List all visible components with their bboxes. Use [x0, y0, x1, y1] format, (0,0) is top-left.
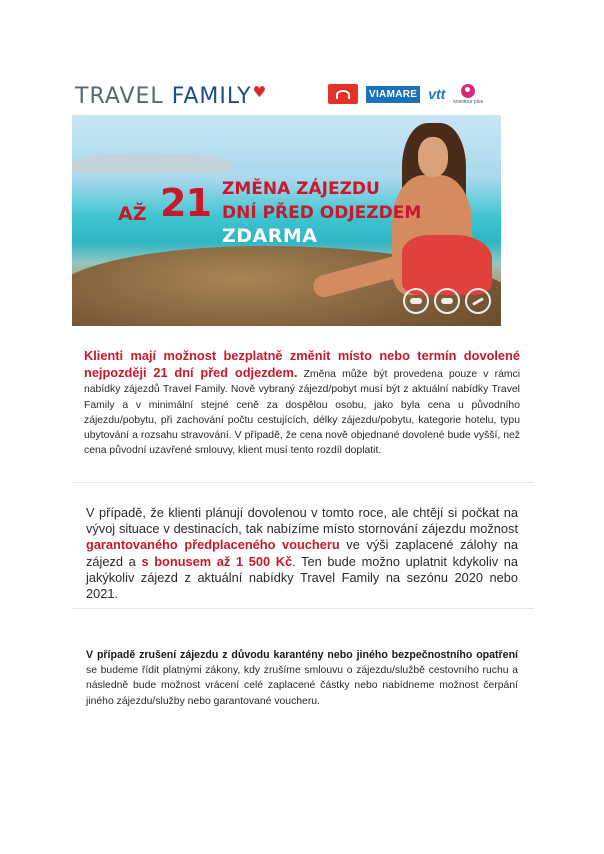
partner-logos: [328, 83, 483, 105]
travel-family-logo: [75, 84, 267, 109]
offer-line-1: ZMĚNA ZÁJEZDU: [222, 179, 380, 199]
voucher-text-2: ve výši zaplacené zálohy na zájezd a: [86, 537, 518, 569]
voucher-highlight: garantovaného předplaceného voucheru: [86, 537, 340, 553]
woman-photo: [418, 137, 448, 177]
section-voucher: [86, 505, 518, 602]
transport-icons: [403, 288, 491, 314]
divider: [72, 482, 534, 483]
plane-icon: [465, 288, 491, 314]
section-quarantine: [86, 648, 518, 709]
offer-prefix: AŽ: [118, 203, 147, 225]
offer-number: 21: [160, 181, 211, 225]
logo-word-family: FAMILY: [171, 84, 252, 109]
free-change-body: Změna může být provedena pouze v rámci nabídky zájezdů Travel Family. Nově vybraný zájezd/pobyt musí být z aktuální nabídky Travel Family a v minimální stejné ceně za dospělou osobu, jako byla cena u původního zájezdu/pobytu, při zachování počtu cestujících, délky zájezdu/pobytu, kategorie hotelu, typu ubytování a rozsahu stravování. V případě, že cena nově objednané dovolené bude vyšší, než cena původní uzavřené smlouvy, klient musí tento rozdíl doplatit.: [84, 369, 521, 457]
kovotour-icon: [461, 84, 475, 98]
quarantine-body: se budeme řídit platnými zákony, kdy zrušíme smlouvu o zájezdu/službě cestovního ruchu a následně bude možnost vrácení celé zaplacené částky nebo nabídneme možnost čerpání jiného zájezdu/služby nebo garantované voucheru.: [86, 665, 518, 707]
free-change-lead: Klienti mají možnost bezplatně změnit místo nebo termín dovolené nejpozději 21 dní před odjezdem.: [84, 348, 520, 381]
quarantine-lead: V případě zrušení zájezdu z důvodu karantény nebo jiného bezpečnostního opatření: [86, 649, 518, 661]
logo-word-travel: TRAVEL: [75, 84, 164, 109]
bonus-highlight: s bonusem až 1 500 Kč: [141, 553, 293, 569]
divider: [72, 608, 534, 609]
heart-icon: ♥: [252, 83, 268, 101]
viamare-logo: VIAMARE: [366, 86, 420, 103]
kovotour-label: kovotour plus: [453, 98, 484, 105]
bus-icon: [403, 288, 429, 314]
kovotour-logo: [453, 84, 483, 105]
offer-line-3: ZDARMA: [222, 225, 318, 247]
car-icon: [434, 288, 460, 314]
offer-line-2: DNÍ PŘED ODJEZDEM: [222, 203, 422, 223]
vtt-logo: vtt: [428, 86, 446, 102]
ckfischer-logo-icon: [328, 84, 358, 104]
voucher-text-1: V případě, že klienti plánují dovolenou v tomto roce, ale chtějí si počkat na vývoj situace v destinacích, tak nabízíme místo stornování zájezdu možnost: [86, 505, 518, 537]
promo-banner: [72, 115, 501, 326]
section-free-change: [84, 348, 520, 458]
voucher-text-3: . Ten bude možno uplatnit kdykoliv na jakýkoliv zájezd z aktuální nabídky Travel Family na sezónu 2020 nebo 2021.: [86, 553, 518, 602]
